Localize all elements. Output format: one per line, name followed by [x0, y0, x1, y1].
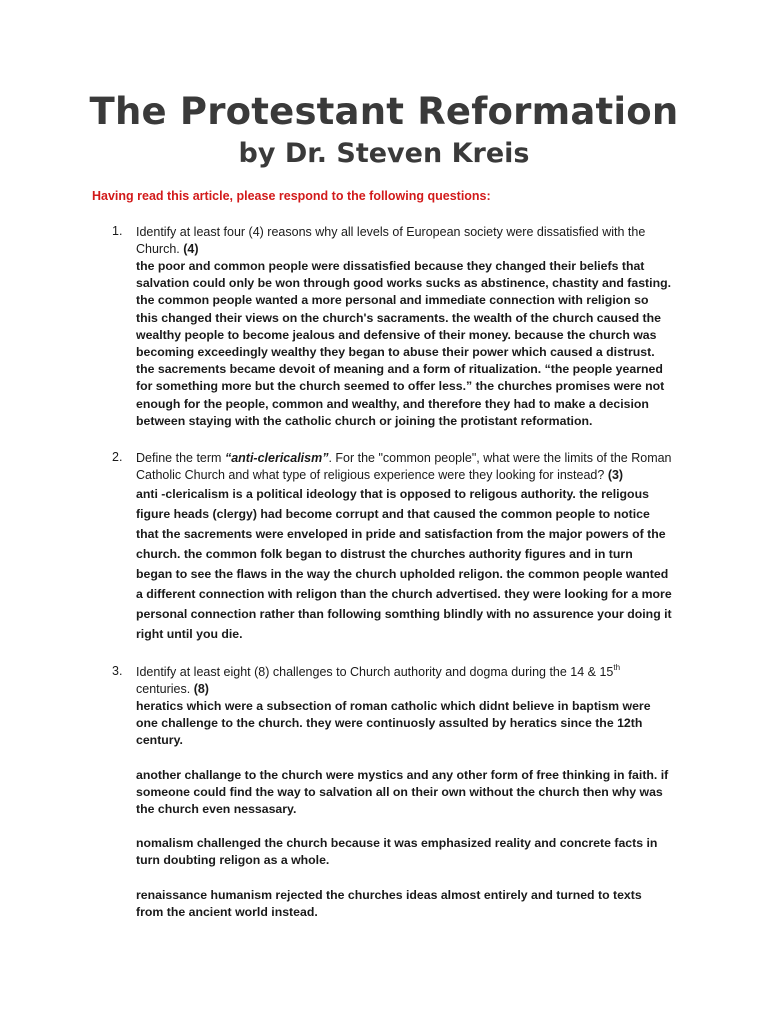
- answer-text: anti -clericalism is a political ideology that is opposed to religous authority. the religous figure heads (clergy) had become corrupt and that caused the common people to notice that the sacrements were enveloped in pride and satisfaction from the major powers of the church. the common folk began to distrust the churches authority figures and in turn began to see the flaws in the way the church upholded religon. the common people wanted a different connection with religon than the church advertised. they were looking for a more personal connection rather than following somthing blindly with no assurence your doing it right until you die.: [136, 487, 672, 641]
- question-prompt-start: Define the term: [136, 451, 225, 465]
- answer-paragraph: heratics which were a subsection of roman catholic which didnt believe in baptism were one challenge to the church. they were continuosly assulted by heratics since the 12th century.: [136, 699, 651, 748]
- question-number: 2.: [112, 450, 123, 464]
- question-number: 3.: [112, 664, 123, 678]
- question-points: (4): [183, 242, 199, 256]
- question-1: [112, 224, 672, 430]
- question-prompt-start: Identify at least eight (8) challenges to Church authority and dogma during the 14 & 15: [136, 665, 614, 679]
- answer-paragraph: nomalism challenged the church because it was emphasized reality and concrete facts in turn doubting religon as a whole.: [136, 836, 658, 868]
- answer-paragraph: another challange to the church were mystics and any other form of free thinking in faith. if someone could find the way to salvation all on their own without the church then why was the church even nessasary.: [136, 767, 669, 817]
- question-points: (3): [607, 468, 624, 482]
- answer-list: [136, 698, 672, 921]
- question-prompt: Identify at least four (4) reasons why all levels of European society were dissatisfied with the Church.: [136, 225, 646, 256]
- question-text: [136, 664, 672, 698]
- instructions-text: Having read this article, please respond to the following questions:: [92, 189, 491, 203]
- question-number: 1.: [112, 224, 123, 238]
- question-3: [112, 664, 672, 938]
- answer-text: the poor and common people were dissatisfied because they changed their beliefs that salvation could only be won through good works sucks as abstinence, chastity and fasting. the common people wanted a more personal and immediate connection with religion so this changed their views on the church's sacraments. the wealth of the church caused the wealthy people to become jealous and defensive of their money. because the church was becoming exceedingly wealthy they began to abuse their power which caused a distrust. the sacrements became devoit of meaning and a form of ritualization. “the people yearned for something more but the church seemed to offer less.” the churches promises were not enough for the people, common and wealthy, and therefore they had to make a decision between staying with the catholic church or joining the protistant reformation.: [136, 259, 672, 428]
- defined-term: “anti-clericalism”: [224, 451, 329, 465]
- question-prompt-end: centuries.: [136, 682, 191, 696]
- answer-paragraph: renaissance humanism rejected the churches ideas almost entirely and turned to texts from the ancient world instead.: [136, 887, 642, 919]
- question-text: [136, 224, 672, 258]
- question-points: (8): [193, 682, 209, 696]
- question-text: [136, 450, 672, 484]
- superscript: th: [613, 663, 621, 672]
- document-subtitle: by Dr. Steven Kreis: [238, 138, 530, 169]
- question-2: [112, 450, 672, 644]
- question-prompt-end: . For the "common people", what were the limits of the Roman Catholic Church and what type of religious experience were they looking for instead?: [136, 451, 672, 482]
- document-title: The Protestant Reformation: [89, 90, 679, 133]
